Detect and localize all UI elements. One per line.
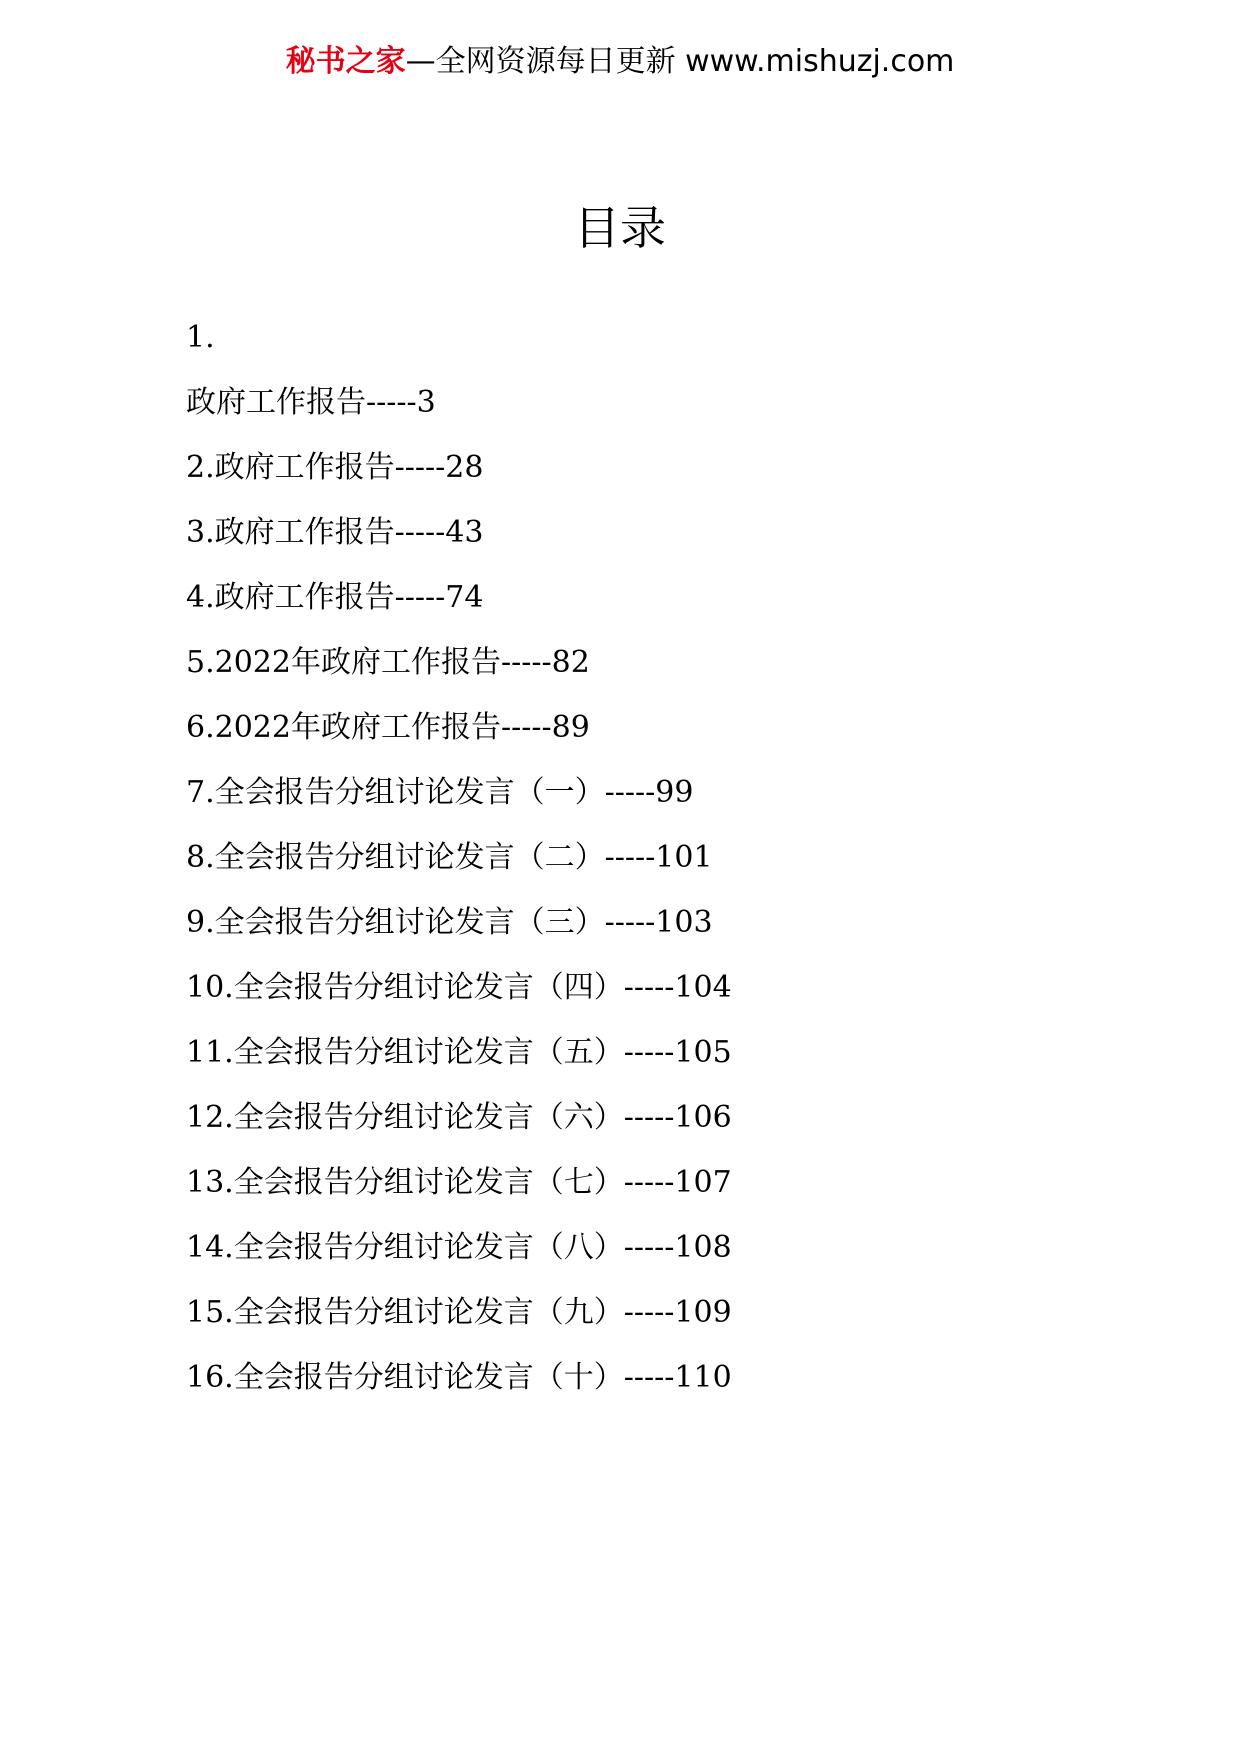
site-brand: 秘书之家 — [285, 44, 406, 79]
toc-line: 14.全会报告分组讨论发言（八）-----108 — [186, 1230, 732, 1265]
page-title: 目录 — [574, 201, 666, 255]
toc-line: 16.全会报告分组讨论发言（十）-----110 — [186, 1360, 732, 1395]
toc-line: 11.全会报告分组讨论发言（五）-----105 — [186, 1035, 732, 1070]
table-of-contents — [186, 318, 732, 1423]
site-tagline: —全网资源每日更新 www.mishuzj.com — [405, 44, 955, 79]
toc-line: 9.全会报告分组讨论发言（三）-----103 — [186, 905, 713, 940]
toc-line: 1. — [186, 320, 215, 355]
toc-line: 13.全会报告分组讨论发言（七）-----107 — [186, 1165, 732, 1200]
toc-line: 12.全会报告分组讨论发言（六）-----106 — [186, 1100, 732, 1135]
page-header — [0, 42, 1240, 82]
toc-line: 4.政府工作报告-----74 — [186, 580, 484, 615]
toc-line: 15.全会报告分组讨论发言（九）-----109 — [186, 1295, 732, 1330]
toc-line: 6.2022年政府工作报告-----89 — [186, 710, 590, 745]
toc-line: 8.全会报告分组讨论发言（二）-----101 — [186, 840, 713, 875]
toc-line: 3.政府工作报告-----43 — [186, 515, 484, 550]
toc-line: 7.全会报告分组讨论发言（一）-----99 — [186, 775, 694, 810]
toc-line: 政府工作报告-----3 — [186, 385, 436, 420]
toc-line: 10.全会报告分组讨论发言（四）-----104 — [186, 970, 732, 1005]
toc-line: 5.2022年政府工作报告-----82 — [186, 645, 590, 680]
toc-line: 2.政府工作报告-----28 — [186, 450, 484, 485]
